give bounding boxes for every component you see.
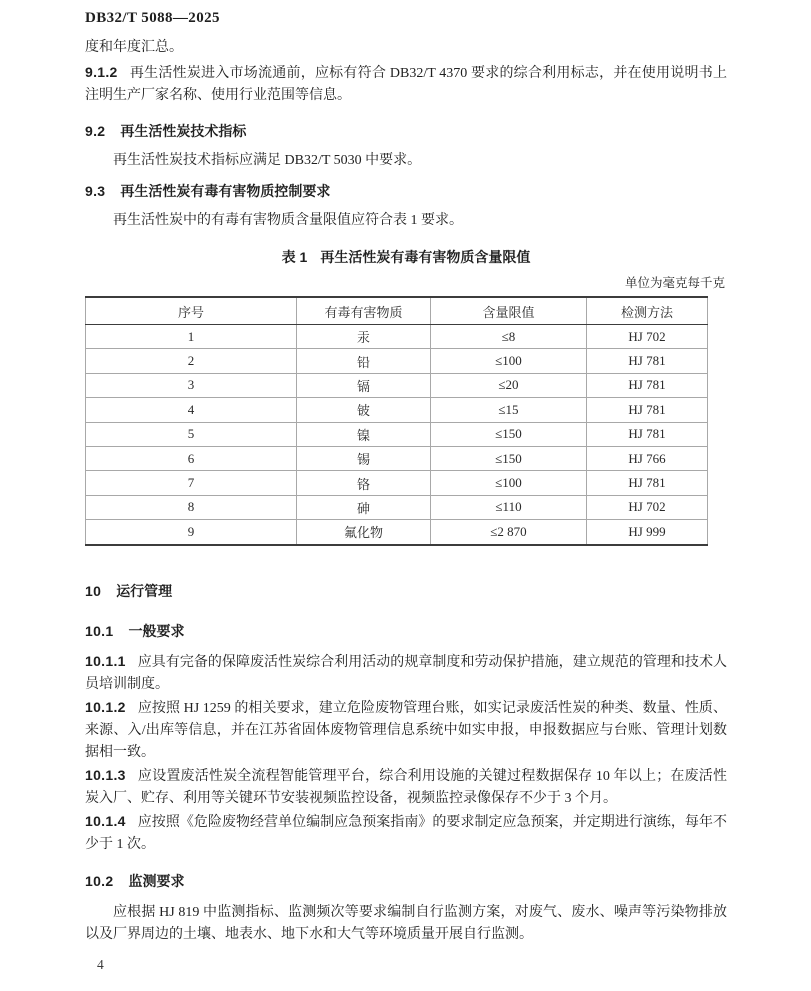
paragraph-continuation: 度和年度汇总。	[85, 40, 183, 55]
heading-9-3-title: 再生活性炭有毒有害物质控制要求	[120, 183, 331, 199]
clause-9-1-2-number: 9.1.2	[85, 64, 118, 80]
heading-9-2-number: 9.2	[85, 123, 106, 139]
cell-index: 8	[86, 495, 297, 519]
clause-10-1-2-number: 10.1.2	[85, 698, 126, 715]
paragraph-10-2: 应根据 HJ 819 中监测指标、监测频次等要求编制自行监测方案，对废气、废水、噪声等污染物排放以及厂界周边的土壤、地表水、地下水和大气等环境质量开展自行监测。	[85, 904, 727, 942]
column-header-limit: 含量限值	[431, 297, 587, 325]
heading-9-3-number: 9.3	[85, 183, 106, 199]
table-row	[86, 446, 708, 470]
clause-10-1-3-text: 应设置废活性炭全流程智能管理平台，综合利用设施的关键过程数据保存 10 年以上；在废活性炭入厂、贮存、利用等关键环节安装视频监控设备，视频监控录像保存不少于 3 个月。	[85, 768, 727, 806]
cell-method: HJ 781	[587, 373, 708, 397]
heading-10	[85, 580, 727, 602]
cell-limit: ≤150	[431, 446, 587, 470]
heading-10-2-number: 10.2	[85, 872, 114, 889]
table-row	[86, 325, 708, 349]
cell-substance: 砷	[297, 495, 431, 519]
cell-limit: ≤100	[431, 471, 587, 495]
paragraph-9-3: 再生活性炭中的有毒有害物质含量限值应符合表 1 要求。	[113, 213, 463, 228]
table-row	[86, 349, 708, 373]
cell-method: HJ 781	[587, 398, 708, 422]
table-row	[86, 398, 708, 422]
cell-limit: ≤8	[431, 325, 587, 349]
clause-10-1-4-text: 应按照《危险废物经营单位编制应急预案指南》的要求制定应急预案，并定期进行演练，每年不少于 1 次。	[85, 814, 727, 852]
cell-index: 1	[86, 325, 297, 349]
table-1-caption-title: 再生活性炭有毒有害物质含量限值	[320, 249, 531, 265]
cell-index: 2	[86, 349, 297, 373]
heading-10-2	[85, 870, 727, 892]
cell-limit: ≤150	[431, 422, 587, 446]
clause-10-1-1-text: 应具有完备的保障废活性炭综合利用活动的规章制度和劳动保护措施，建立规范的管理和技术人员培训制度。	[85, 654, 727, 692]
table-header-row	[86, 297, 708, 325]
cell-limit: ≤100	[431, 349, 587, 373]
clause-10-1-2-text: 应按照 HJ 1259 的相关要求，建立危险废物管理台账，如实记录废活性炭的种类、数量、性质、来源、入/出库等信息，并在江苏省固体废物管理信息系统中如实申报，申报数据应与台账、管理计划数据相一致。	[85, 700, 727, 760]
cell-substance: 锡	[297, 446, 431, 470]
heading-10-number: 10	[85, 582, 102, 599]
table-1-caption	[85, 246, 727, 268]
cell-method: HJ 781	[587, 471, 708, 495]
cell-limit: ≤15	[431, 398, 587, 422]
cell-limit: ≤2 870	[431, 520, 587, 545]
cell-index: 9	[86, 520, 297, 545]
table-1-unit-note: 单位为毫克每千克	[624, 276, 725, 290]
cell-index: 5	[86, 422, 297, 446]
table-row	[86, 471, 708, 495]
clause-10-1-4-number: 10.1.4	[85, 812, 126, 829]
cell-substance: 铬	[297, 471, 431, 495]
clause-10-1-1-number: 10.1.1	[85, 652, 126, 669]
heading-10-1-title: 一般要求	[128, 622, 185, 639]
cell-index: 7	[86, 471, 297, 495]
cell-index: 6	[86, 446, 297, 470]
cell-method: HJ 781	[587, 422, 708, 446]
heading-9-3	[85, 180, 727, 202]
cell-index: 3	[86, 373, 297, 397]
clause-10-1-3	[85, 764, 727, 810]
table-row	[86, 373, 708, 397]
table-row	[86, 422, 708, 446]
table-1-caption-label: 表 1	[281, 249, 308, 265]
cell-substance: 氟化物	[297, 520, 431, 545]
table-row	[86, 495, 708, 519]
column-header-index: 序号	[86, 297, 297, 325]
running-header-doc-code: DB32/T 5088—2025	[85, 10, 220, 26]
table-row	[86, 520, 708, 545]
page-number: 4	[97, 957, 104, 972]
clause-10-1-4	[85, 810, 727, 856]
heading-10-1-number: 10.1	[85, 622, 114, 639]
cell-limit: ≤110	[431, 495, 587, 519]
cell-method: HJ 702	[587, 495, 708, 519]
heading-9-2-title: 再生活性炭技术指标	[120, 123, 247, 139]
cell-index: 4	[86, 398, 297, 422]
cell-limit: ≤20	[431, 373, 587, 397]
heading-10-1	[85, 620, 727, 642]
cell-substance: 铅	[297, 349, 431, 373]
clause-10-1-2	[85, 696, 727, 764]
clause-10-1-1	[85, 650, 727, 696]
cell-substance: 镍	[297, 422, 431, 446]
cell-substance: 铍	[297, 398, 431, 422]
cell-substance: 镉	[297, 373, 431, 397]
cell-method: HJ 702	[587, 325, 708, 349]
column-header-method: 检测方法	[587, 297, 708, 325]
cell-method: HJ 781	[587, 349, 708, 373]
clause-9-1-2-text: 再生活性炭进入市场流通前，应标有符合 DB32/T 4370 要求的综合利用标志，并在使用说明书上注明生产厂家名称、使用行业范围等信息。	[85, 66, 727, 103]
cell-method: HJ 766	[587, 446, 708, 470]
clause-10-1-3-number: 10.1.3	[85, 766, 126, 783]
paragraph-9-2: 再生活性炭技术指标应满足 DB32/T 5030 中要求。	[113, 153, 422, 168]
heading-9-2	[85, 120, 727, 142]
cell-substance: 汞	[297, 325, 431, 349]
cell-method: HJ 999	[587, 520, 708, 545]
heading-10-title: 运行管理	[116, 582, 173, 599]
clause-9-1-2	[85, 61, 727, 107]
heading-10-2-title: 监测要求	[128, 872, 185, 889]
column-header-substance: 有毒有害物质	[297, 297, 431, 325]
table-1-limits	[85, 296, 708, 546]
